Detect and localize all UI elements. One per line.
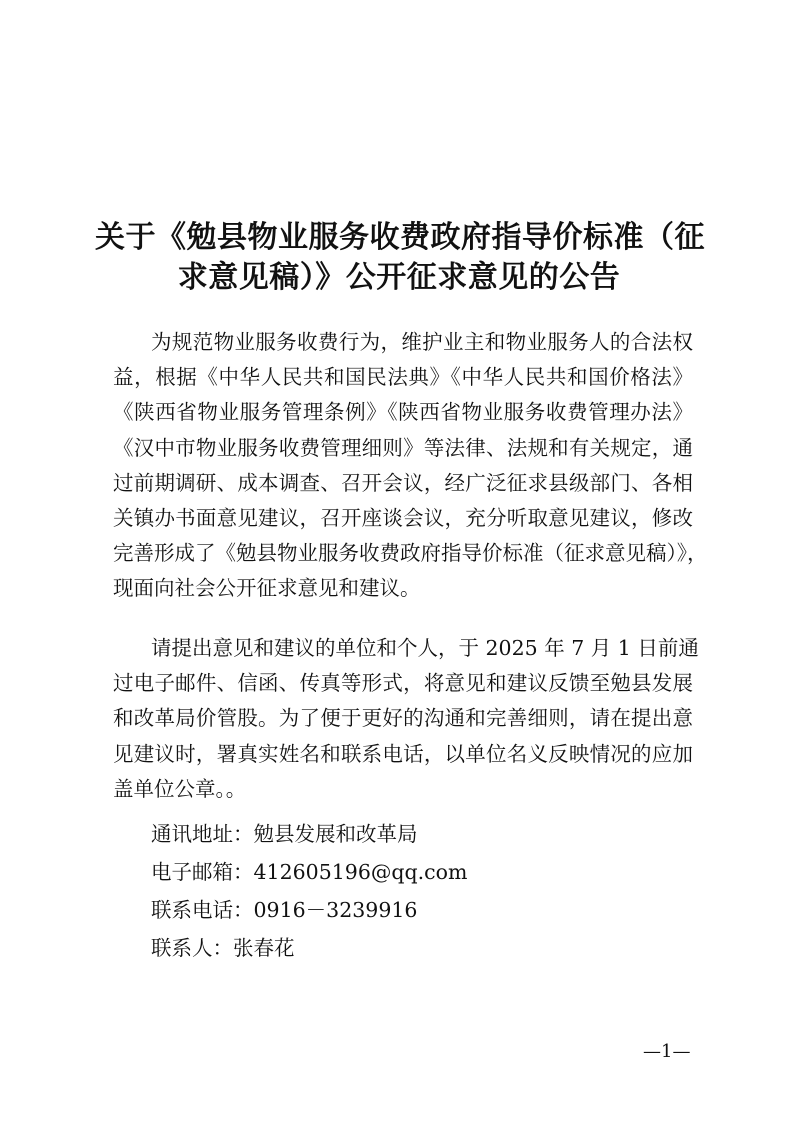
paragraph-line: 《汉中市物业服务收费管理细则》等法律、法规和有关规定，通 bbox=[113, 435, 693, 460]
contact-address-label: 通讯地址： bbox=[151, 822, 254, 846]
paragraph-line: 为规范物业服务收费行为，维护业主和物业服务人的合法权 bbox=[151, 330, 693, 354]
paragraph-line: 《陕西省物业服务管理条例》《陕西省物业服务收费管理办法》 bbox=[113, 400, 693, 425]
contact-email-value: 412605196@qq.com bbox=[253, 860, 468, 884]
feedback-paragraph bbox=[113, 631, 699, 807]
paragraph-line: 请提出意见和建议的单位和个人，于 2025 年 7 月 1 日前通 bbox=[151, 636, 699, 660]
document-title bbox=[95, 218, 703, 298]
contact-phone-label: 联系电话： bbox=[151, 898, 254, 922]
paragraph-line: 关镇办书面意见建议，召开座谈会议，充分听取意见建议，修改 bbox=[113, 506, 693, 531]
contact-phone bbox=[151, 896, 417, 924]
contact-phone-value: 0916－3239916 bbox=[253, 898, 418, 922]
paragraph-line: 现面向社会公开征求意见和建议。 bbox=[113, 576, 421, 601]
paragraph-line: 和改革局价管股。为了便于更好的沟通和完善细则，请在提出意 bbox=[113, 706, 693, 731]
contact-address-value: 勉县发展和改革局 bbox=[253, 822, 418, 846]
contact-person-label: 联系人： bbox=[151, 936, 233, 960]
paragraph-line: 见建议时，署真实姓名和联系电话，以单位名义反映情况的应加 bbox=[113, 741, 693, 766]
paragraph-line: 完善形成了《勉县物业服务收费政府指导价标准（征求意见稿）》， bbox=[113, 541, 708, 566]
paragraph-line: 盖单位公章。。 bbox=[113, 776, 247, 801]
contact-email bbox=[151, 858, 467, 886]
intro-paragraph bbox=[113, 325, 708, 607]
contact-person-value: 张春花 bbox=[233, 936, 295, 960]
page-number: —1— bbox=[643, 1041, 691, 1062]
title-line-1: 关于《勉县物业服务收费政府指导价标准（征 bbox=[95, 220, 705, 255]
contact-person bbox=[151, 934, 295, 962]
contact-address bbox=[151, 820, 418, 848]
contact-email-label: 电子邮箱： bbox=[151, 860, 254, 884]
title-line-2: 求意见稿）》公开征求意见的公告 bbox=[177, 260, 621, 295]
paragraph-line: 益，根据《中华人民共和国民法典》《中华人民共和国价格法》 bbox=[113, 365, 693, 390]
paragraph-line: 过前期调研、成本调查、召开会议，经广泛征求县级部门、各相 bbox=[113, 470, 693, 495]
paragraph-line: 过电子邮件、信函、传真等形式，将意见和建议反馈至勉县发展 bbox=[113, 671, 693, 696]
